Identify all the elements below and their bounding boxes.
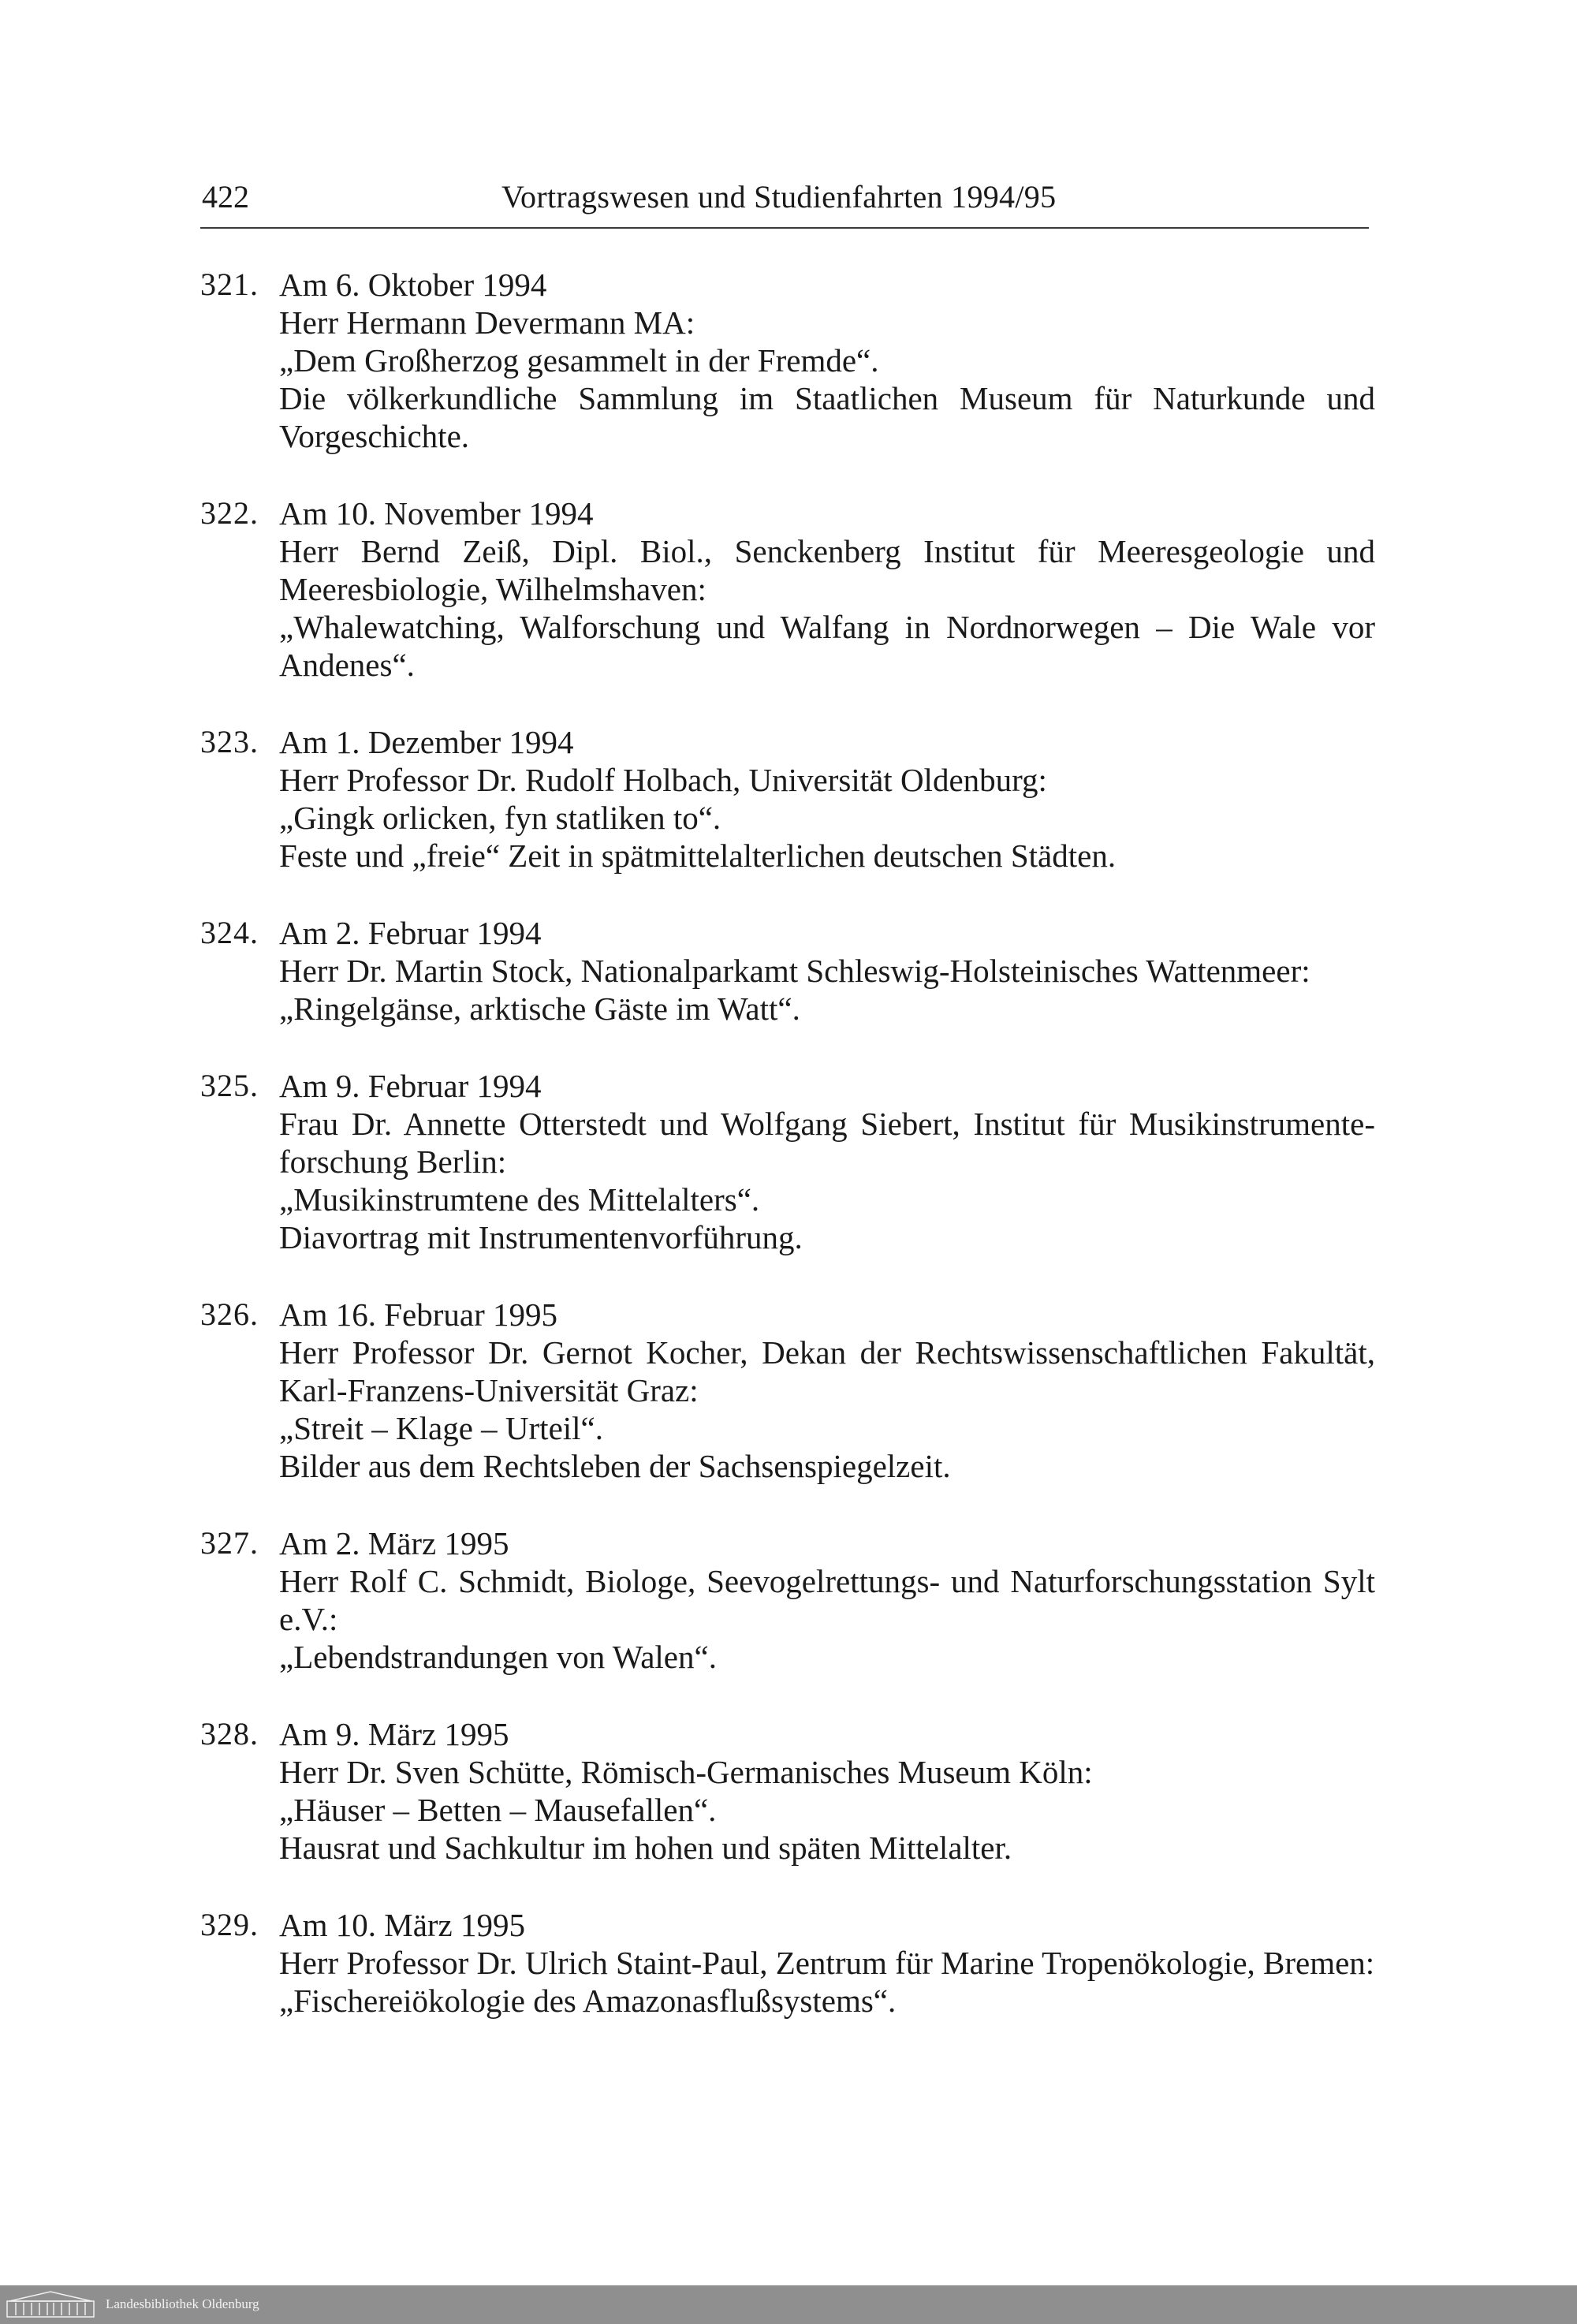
lecture-entry: [200, 1067, 1375, 1256]
entry-speaker: Herr Professor Dr. Rudolf Holbach, Universität Oldenburg:: [279, 762, 1047, 798]
entry-title: „Fischereiökologie des Amazonasflußsystems“.: [279, 1983, 897, 2019]
entry-date: Am 10. November 1994: [279, 495, 594, 532]
entry-date: Am 9. März 1995: [279, 1716, 509, 1752]
entry-number: 328.: [200, 1716, 259, 1751]
entry-date: Am 16. Februar 1995: [279, 1296, 558, 1333]
entry-date: Am 9. Februar 1994: [279, 1068, 542, 1104]
lecture-entry: [200, 1906, 1375, 2020]
running-title: Vortragswesen und Studienfahrten 1994/95: [501, 179, 1057, 214]
lecture-entry: [200, 1296, 1375, 1485]
entry-speaker: Herr Dr. Martin Stock, Nationalparkamt Schleswig-Holsteinisches Wattenmeer:: [279, 953, 1310, 989]
entry-title: „Musikinstrumtene des Mittelalters“.: [279, 1181, 760, 1218]
entry-subtitle: Bilder aus dem Rechtsleben der Sachsenspiegelzeit.: [279, 1448, 951, 1484]
entry-number: 327.: [200, 1525, 259, 1561]
entry-title: „Häuser – Betten – Mausefallen“.: [279, 1792, 717, 1828]
entry-speaker: Herr Rolf C. Schmidt, Biologe, Seevogelrettungs- und Naturforschungsstation Sylt e.V.:: [279, 1563, 1375, 1637]
entry-title: „Ringelgänse, arktische Gäste im Watt“.: [279, 990, 800, 1027]
entry-subtitle: Die völkerkundliche Sammlung im Staatlichen Museum für Naturkunde und Vorgeschichte.: [279, 380, 1375, 454]
lecture-entry: [200, 723, 1375, 875]
lecture-entry: [200, 494, 1375, 684]
lecture-entry: [200, 914, 1375, 1028]
library-footer-bar: [0, 2285, 1577, 2324]
entry-date: Am 10. März 1995: [279, 1907, 526, 1943]
library-building-icon: [6, 2290, 95, 2318]
entry-number: 323.: [200, 724, 259, 759]
entry-speaker: Herr Dr. Sven Schütte, Römisch-Germanisches Museum Köln:: [279, 1754, 1093, 1790]
entry-subtitle: Feste und „freie“ Zeit in spätmittelalterlichen deutschen Städten.: [279, 837, 1117, 874]
running-header: [200, 175, 1369, 229]
entry-title: „Streit – Klage – Urteil“.: [279, 1410, 604, 1446]
entry-speaker: Herr Hermann Devermann MA:: [279, 304, 695, 341]
entry-date: Am 2. März 1995: [279, 1525, 509, 1561]
lecture-entry: [200, 1524, 1375, 1676]
lecture-entry: [200, 266, 1375, 455]
entry-date: Am 6. Oktober 1994: [279, 267, 547, 303]
entry-number: 325.: [200, 1068, 259, 1103]
entry-title: „Whalewatching, Walforschung und Walfang in Nordnorwegen – Die Wale vor Andenes“.: [279, 609, 1375, 683]
library-label: Landesbibliothek Oldenburg: [106, 2296, 259, 2311]
entry-date: Am 1. Dezember 1994: [279, 724, 574, 760]
entry-number: 326.: [200, 1296, 259, 1332]
entry-title: „Dem Großherzog gesammelt in der Fremde“.: [279, 342, 879, 379]
entry-number: 324.: [200, 915, 259, 950]
lecture-entry: [200, 1715, 1375, 1867]
lecture-list: [200, 266, 1375, 2059]
page-number: 422: [202, 179, 249, 214]
entry-number: 321.: [200, 267, 259, 302]
entry-title: „Lebendstrandungen von Walen“.: [279, 1639, 717, 1675]
entry-speaker: Herr Professor Dr. Gernot Kocher, Dekan der Rechtswissenschaftlichen Fakultät, Karl-Franzens-Universität Graz:: [279, 1334, 1375, 1408]
entry-number: 322.: [200, 495, 259, 531]
entry-title: „Gingk orlicken, fyn statliken to“.: [279, 800, 721, 836]
entry-subtitle: Diavortrag mit Instrumentenvorführung.: [279, 1219, 803, 1255]
entry-speaker: Frau Dr. Annette Otterstedt und Wolfgang Siebert, Institut für Musikinstrumente-forschung Berlin:: [279, 1106, 1375, 1180]
entry-subtitle: Hausrat und Sachkultur im hohen und späten Mittelalter.: [279, 1830, 1012, 1866]
entry-date: Am 2. Februar 1994: [279, 915, 542, 951]
entry-speaker: Herr Professor Dr. Ulrich Staint-Paul, Zentrum für Marine Tropenökologie, Bremen:: [279, 1945, 1375, 1981]
entry-speaker: Herr Bernd Zeiß, Dipl. Biol., Senckenberg Institut für Meeresgeologie und Meeresbiologie, Wilhelmshaven:: [279, 533, 1375, 607]
entry-number: 329.: [200, 1907, 259, 1942]
